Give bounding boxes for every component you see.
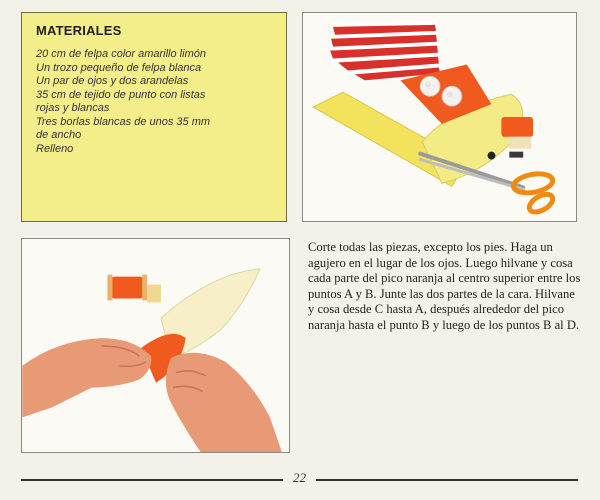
instructions-text: Corte todas las piezas, excepto los pies. Haga un agujero en el lugar de los ojos. Luego hilvane y cosa cada parte del pico naranja al centro superior entre los puntos A y B. Junte las dos partes de la cara. Hilvane y cosa desde C hasta A, después alrededor del pico naranja hasta el punto B y luego de los puntos B al D. bbox=[308, 240, 581, 332]
materials-list bbox=[36, 48, 274, 156]
materials-item: Relleno bbox=[36, 142, 74, 155]
materials-item: Un par de ojos y dos arandelas bbox=[36, 75, 189, 87]
photo-materials-scissors bbox=[302, 12, 577, 222]
materials-box bbox=[21, 12, 287, 222]
materials-item: de ancho bbox=[36, 129, 82, 141]
photo-hands-sewing bbox=[21, 238, 290, 453]
materials-title: MATERIALES bbox=[36, 23, 122, 38]
footer-rule-left bbox=[21, 479, 283, 481]
materials-item: Tres borlas blancas de unos 35 mm bbox=[36, 115, 211, 128]
footer-rule-right bbox=[316, 479, 578, 481]
materials-item: 20 cm de felpa color amarillo limón bbox=[36, 48, 206, 60]
materials-item: 35 cm de tejido de punto con listas bbox=[36, 88, 206, 101]
page-number: 22 bbox=[293, 470, 306, 485]
materials-item: rojas y blancas bbox=[36, 102, 110, 114]
photo-materials-illustration bbox=[303, 13, 576, 221]
materials-item: Un trozo pequeño de felpa blanca bbox=[36, 61, 202, 74]
photo-hands-illustration bbox=[22, 239, 289, 452]
